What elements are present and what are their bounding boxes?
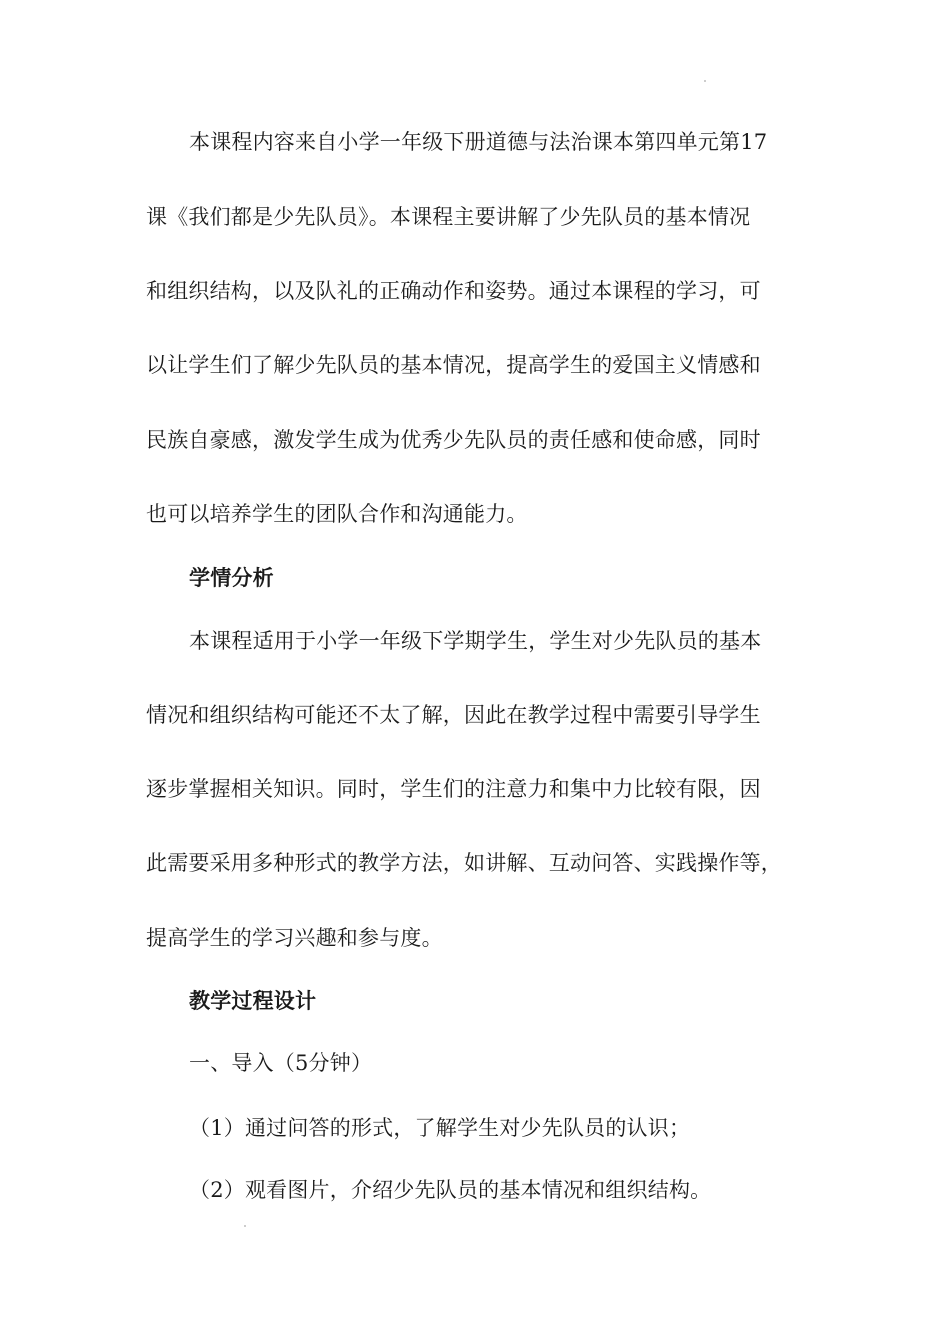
analysis-line-4: 此需要采用多种形式的教学方法，如讲解、互动问答、实践操作等， — [146, 851, 782, 875]
scan-dot — [704, 80, 706, 82]
analysis-line-2: 情况和组织结构可能还不太了解，因此在教学过程中需要引导学生 — [146, 703, 761, 727]
analysis-heading: 学情分析 — [189, 566, 274, 590]
process-step-1: 一、导入（5分钟） — [189, 1051, 373, 1075]
process-item-1: （1）通过问答的形式，了解学生对少先队员的认识； — [189, 1116, 691, 1140]
scan-dot — [244, 1225, 246, 1227]
intro-line-4: 以让学生们了解少先队员的基本情况，提高学生的爱国主义情感和 — [146, 353, 761, 377]
process-item-2: （2）观看图片，介绍少先队员的基本情况和组织结构。 — [189, 1178, 712, 1202]
intro-line-2: 课《我们都是少先队员》。本课程主要讲解了少先队员的基本情况 — [146, 205, 751, 229]
intro-line-3: 和组织结构，以及队礼的正确动作和姿势。通过本课程的学习，可 — [146, 279, 761, 303]
analysis-line-5: 提高学生的学习兴趣和参与度。 — [146, 926, 443, 950]
analysis-line-1: 本课程适用于小学一年级下学期学生，学生对少先队员的基本 — [189, 629, 762, 653]
intro-line-6: 也可以培养学生的团队合作和沟通能力。 — [146, 502, 528, 526]
analysis-line-3: 逐步掌握相关知识。同时，学生们的注意力和集中力比较有限，因 — [146, 777, 761, 801]
intro-line-1: 本课程内容来自小学一年级下册道德与法治课本第四单元第17 — [189, 130, 768, 154]
intro-line-5: 民族自豪感，激发学生成为优秀少先队员的责任感和使命感，同时 — [146, 428, 761, 452]
process-heading: 教学过程设计 — [189, 989, 317, 1013]
